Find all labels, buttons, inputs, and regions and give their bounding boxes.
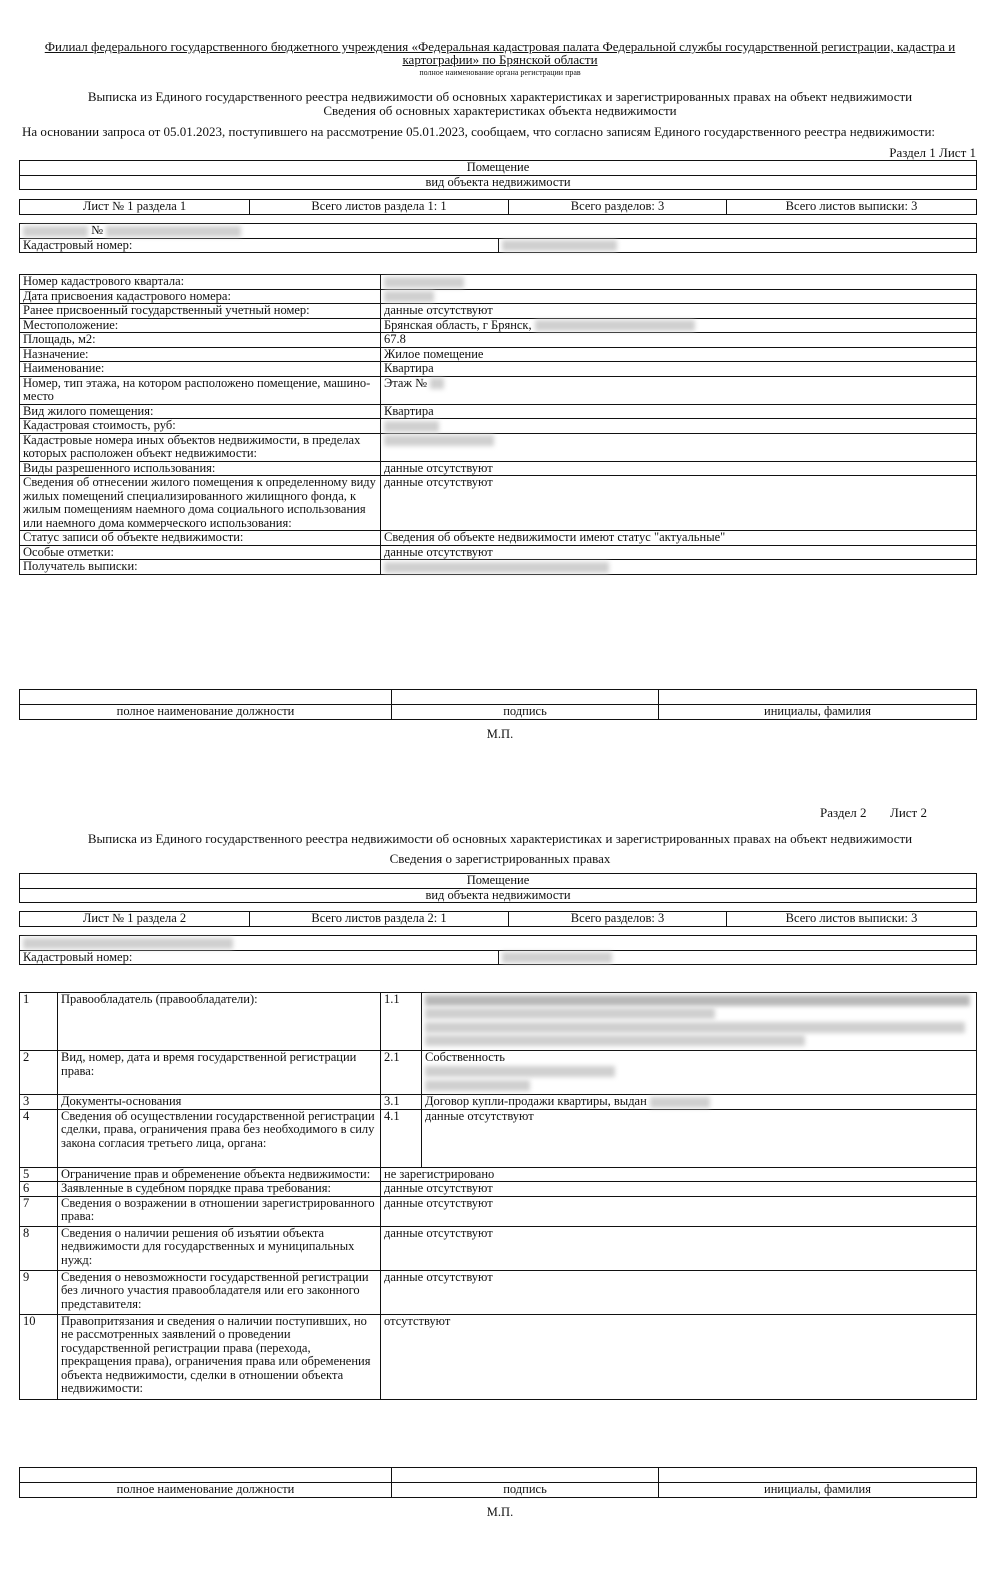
section2-title-line2: Сведения о зарегистрированных правах [389, 851, 611, 866]
row-label: Сведения о наличии решения об изъятии объекта недвижимости для государственных и муниципальных нужд: [58, 1226, 381, 1270]
object-type-caption: вид объекта недвижимости [20, 888, 977, 903]
row-value: Сведения об объекте недвижимости имеют статус "актуальные" [381, 531, 977, 546]
row-label: Наименование: [20, 362, 381, 377]
row-value: данные отсутствуют [381, 1196, 977, 1226]
signature-position-label: полное наименование должности [20, 1483, 392, 1498]
row-label: Сведения о невозможности государственной регистрации без личного участия правообладателя или его законного представителя: [58, 1270, 381, 1314]
row-label: Дата присвоения кадастрового номера: [20, 289, 381, 304]
row-value [381, 419, 977, 434]
signature-table-2 [19, 1467, 977, 1498]
basis-document-value: Договор купли-продажи квартиры, выдан [425, 1094, 647, 1108]
row-label: Получатель выписки: [20, 560, 381, 575]
section1-title [20, 90, 980, 118]
sheet-info-sheet: Лист № 1 раздела 1 [20, 200, 250, 215]
row-value [381, 376, 977, 404]
sheet-info-sheet: Лист № 1 раздела 2 [20, 912, 250, 927]
row-value: данные отсутствуют [381, 476, 977, 531]
row-label: Кадастровая стоимость, руб: [20, 419, 381, 434]
section2-title-line1: Выписка из Единого государственного реестра недвижимости об основных характеристиках и зарегистрированных правах на объект недвижимости [87, 831, 913, 846]
table-row [20, 531, 977, 546]
redacted-text [384, 291, 434, 302]
table-row [20, 1051, 977, 1095]
redacted-text [502, 952, 612, 963]
sheet-info-sections: Всего разделов: 3 [509, 200, 727, 215]
org-caption: полное наименование органа регистрации прав [419, 68, 581, 77]
table-row [20, 1109, 977, 1167]
section2-label: Раздел 2 [820, 805, 867, 820]
row-label: Номер, тип этажа, на котором расположено помещение, машино-место [20, 376, 381, 404]
number-prefix: № [91, 223, 104, 237]
cadastral-number-table [19, 223, 977, 253]
redacted-text [425, 1022, 965, 1033]
redacted-text [23, 226, 88, 237]
row-label: Статус записи об объекте недвижимости: [20, 531, 381, 546]
redacted-text [535, 320, 695, 331]
row-subnumber: 2.1 [381, 1051, 422, 1095]
signature-name-label: инициалы, фамилия [659, 1483, 977, 1498]
row-label: Правопритязания и сведения о наличии поступивших, но не рассмотренных заявлений о проведении государственной регистрации права (перехода, прекращения права), ограничения права или обременения объекта недвижимости, сделки в отношении объекта недвижимости: [58, 1314, 381, 1399]
location-value: Брянская область, г Брянск, [384, 317, 532, 332]
table-row [20, 376, 977, 404]
redacted-text [23, 938, 233, 949]
stamp-label-2: М.П. [486, 1505, 514, 1519]
object-type-table [19, 160, 977, 190]
row-value: Квартира [381, 362, 977, 377]
table-row [20, 1182, 977, 1197]
redacted-text [425, 995, 970, 1006]
row-value: данные отсутствуют [381, 1270, 977, 1314]
table-row [20, 347, 977, 362]
row-number: 3 [20, 1095, 58, 1110]
table-row [20, 333, 977, 348]
signature-table-1 [19, 689, 977, 720]
section2-sheet-label: Лист 2 [890, 805, 927, 820]
row-value [381, 433, 977, 461]
table-row [20, 433, 977, 461]
redacted-text [650, 1097, 710, 1108]
row-label: Назначение: [20, 347, 381, 362]
sheet-info-section-sheets: Всего листов раздела 2: 1 [250, 912, 509, 927]
sheet-info-table [19, 199, 977, 215]
section1-sheet-label: Раздел 1 Лист 1 [889, 145, 976, 160]
row-label: Кадастровые номера иных объектов недвижимости, в пределах которых расположен объект недвижимости: [20, 433, 381, 461]
table-row [20, 461, 977, 476]
row-number: 2 [20, 1051, 58, 1095]
sheet-info-table-2 [19, 911, 977, 927]
redacted-text [384, 435, 494, 446]
table-row [20, 275, 977, 290]
table-row [20, 1270, 977, 1314]
cadastral-number-table-2 [19, 935, 977, 965]
row-number: 1 [20, 993, 58, 1051]
object-type-caption: вид объекта недвижимости [20, 175, 977, 190]
row-label: Ранее присвоенный государственный учетный номер: [20, 304, 381, 319]
table-row [20, 289, 977, 304]
redacted-text [425, 1080, 530, 1091]
org-name-line2: картографии» по Брянской области [402, 52, 598, 67]
table-row [20, 993, 977, 1051]
row-number: 6 [20, 1182, 58, 1197]
row-number: 9 [20, 1270, 58, 1314]
row-number: 8 [20, 1226, 58, 1270]
table-row [20, 1167, 977, 1182]
row-value: данные отсутствуют [381, 461, 977, 476]
table-row [20, 419, 977, 434]
row-label: Вид жилого помещения: [20, 404, 381, 419]
redacted-text [425, 1066, 615, 1077]
table-row [20, 362, 977, 377]
table-row [20, 1314, 977, 1399]
org-name [20, 40, 980, 66]
row-value [422, 1051, 977, 1095]
row-label: Документы-основания [58, 1095, 381, 1110]
object-type-table-2 [19, 873, 977, 903]
section1-title-line1: Выписка из Единого государственного реестра недвижимости об основных характеристиках и зарегистрированных правах на объект недвижимости [87, 89, 913, 104]
row-label: Местоположение: [20, 318, 381, 333]
row-number: 4 [20, 1109, 58, 1167]
row-value: Квартира [381, 404, 977, 419]
table-row [20, 560, 977, 575]
row-label: Номер кадастрового квартала: [20, 275, 381, 290]
row-label: Правообладатель (правообладатели): [58, 993, 381, 1051]
cadastral-number-label: Кадастровый номер: [20, 950, 499, 965]
org-name-line1: Филиал федерального государственного бюджетного учреждения «Федеральная кадастровая палата Федеральной службы государственной регистрации, кадастра и [44, 39, 956, 54]
row-label: Сведения об осуществлении государственной регистрации сделки, права, ограничения права без необходимого в силу закона согласия третьего лица, органа: [58, 1109, 381, 1167]
signature-position-label: полное наименование должности [20, 705, 392, 720]
characteristics-table [19, 274, 977, 575]
row-value: не зарегистрировано [381, 1167, 977, 1182]
floor-value: Этаж № [384, 375, 428, 390]
row-label: Ограничение прав и обременение объекта недвижимости: [58, 1167, 381, 1182]
row-label: Площадь, м2: [20, 333, 381, 348]
row-value: данные отсутствуют [422, 1109, 977, 1167]
table-row [20, 304, 977, 319]
row-number: 5 [20, 1167, 58, 1182]
row-number: 7 [20, 1196, 58, 1226]
row-label: Виды разрешенного использования: [20, 461, 381, 476]
row-value: Жилое помещение [381, 347, 977, 362]
cadastral-number-value [498, 238, 977, 253]
cadastral-number-label: Кадастровый номер: [20, 238, 499, 253]
redacted-text [384, 562, 609, 573]
section1-title-line2: Сведения об основных характеристиках объекта недвижимости [323, 103, 677, 118]
redacted-text [384, 421, 439, 432]
signature-name-label: инициалы, фамилия [659, 705, 977, 720]
sheet-info-total-sheets: Всего листов выписки: 3 [727, 200, 977, 215]
table-row [20, 1095, 977, 1110]
table-row [20, 476, 977, 531]
row-value [381, 318, 977, 333]
row-subnumber: 4.1 [381, 1109, 422, 1167]
table-row [20, 1196, 977, 1226]
row-subnumber: 3.1 [381, 1095, 422, 1110]
stamp-label-1: М.П. [486, 727, 514, 741]
rights-table [19, 992, 977, 1400]
row-value: данные отсутствуют [381, 545, 977, 560]
row-value: 67.8 [381, 333, 977, 348]
row-value [422, 993, 977, 1051]
row-label: Заявленные в судебном порядке права требования: [58, 1182, 381, 1197]
row-value [381, 275, 977, 290]
row-label: Особые отметки: [20, 545, 381, 560]
redacted-text [384, 277, 464, 288]
redacted-text [425, 1008, 715, 1019]
redacted-text [430, 378, 444, 389]
row-value: данные отсутствуют [381, 304, 977, 319]
row-label: Вид, номер, дата и время государственной регистрации права: [58, 1051, 381, 1095]
row-value: данные отсутствуют [381, 1226, 977, 1270]
sheet-info-sections: Всего разделов: 3 [509, 912, 727, 927]
request-basis: На основании запроса от 05.01.2023, поступившего на рассмотрение 05.01.2023, сообщаем, что согласно записям Единого государственного реестра недвижимости: [22, 124, 936, 139]
row-value: отсутствуют [381, 1314, 977, 1399]
row-label: Сведения об отнесении жилого помещения к определенному виду жилых помещений специализированного жилищного фонда, к жилым помещениям наемного дома социального использования или наемного дома коммерческого использования: [20, 476, 381, 531]
cadastral-number-value [498, 950, 977, 965]
row-value [422, 1095, 977, 1110]
right-type-value: Собственность [425, 1050, 505, 1064]
signature-label: подпись [392, 1483, 659, 1498]
row-label: Сведения о возражении в отношении зарегистрированного права: [58, 1196, 381, 1226]
row-value: данные отсутствуют [381, 1182, 977, 1197]
redacted-text [502, 240, 617, 251]
row-value [381, 560, 977, 575]
table-row [20, 318, 977, 333]
sheet-info-total-sheets: Всего листов выписки: 3 [727, 912, 977, 927]
redacted-text [106, 226, 241, 237]
object-type: Помещение [20, 161, 977, 176]
table-row [20, 404, 977, 419]
table-row [20, 1226, 977, 1270]
row-subnumber: 1.1 [381, 993, 422, 1051]
object-type: Помещение [20, 874, 977, 889]
row-value [381, 289, 977, 304]
table-row [20, 545, 977, 560]
sheet-info-section-sheets: Всего листов раздела 1: 1 [250, 200, 509, 215]
redacted-text [425, 1035, 805, 1046]
row-number: 10 [20, 1314, 58, 1399]
signature-label: подпись [392, 705, 659, 720]
